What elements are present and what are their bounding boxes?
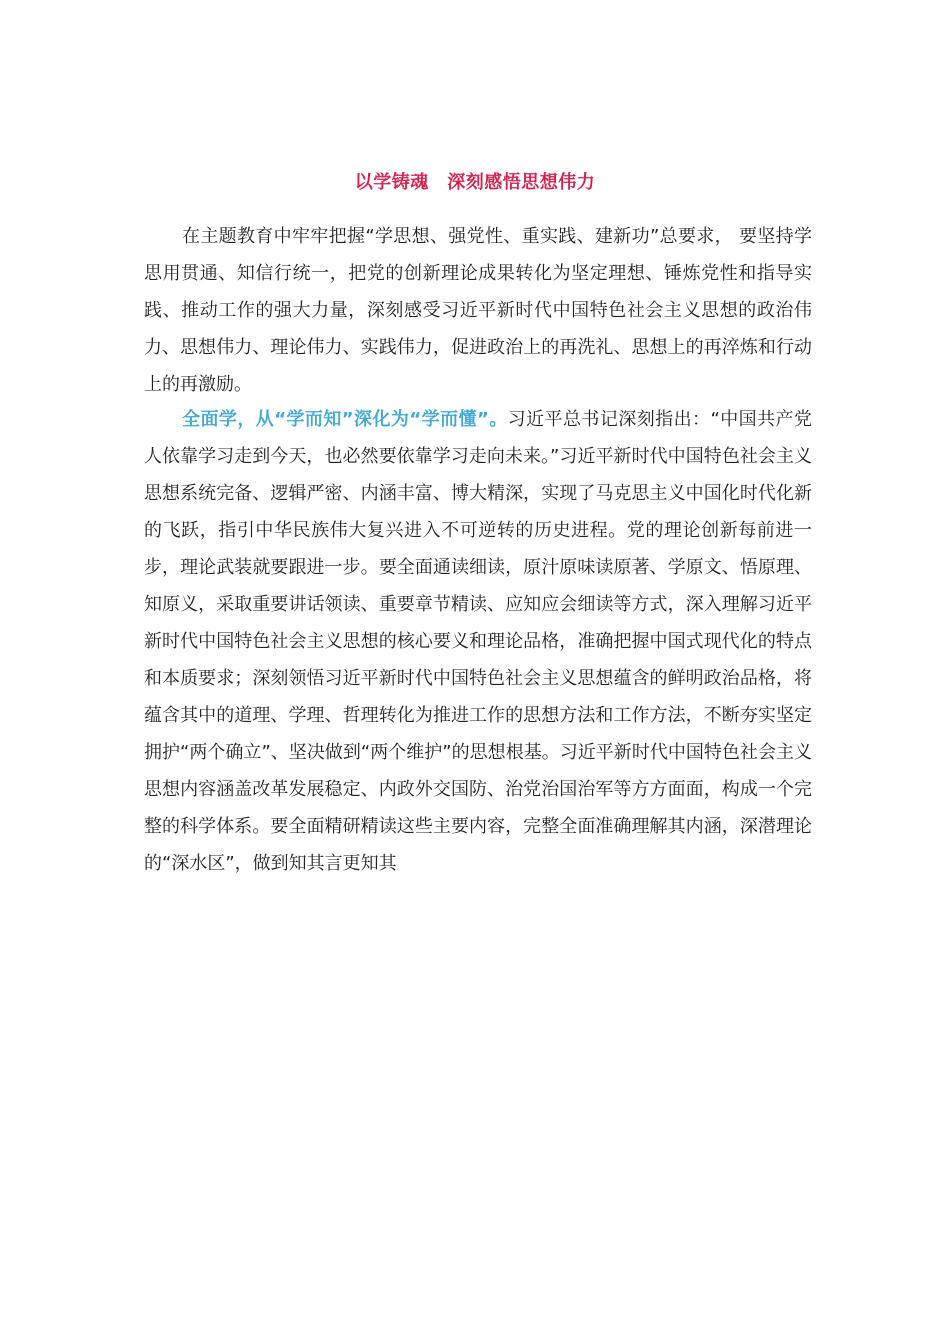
paragraph-2 [144,401,812,882]
paragraph-2-text: 习近平总书记深刻指出：“中国共产党人依靠学习走到今天，也必然要依靠学习走向未来。”习近平新时代中国特色社会主义思想系统完备、逻辑严密、内涵丰富、博大精深，实现了马克思主义中国化时代化新的飞跃，指引中华民族伟大复兴进入不可逆转的历史进程。党的理论创新每前进一步，理论武装就要跟进一步。要全面通读细读，原汁原味读原著、学原文、悟原理、知原义，采取重要讲话领读、重要章节精读、应知应会细读等方式，深入理解习近平新时代中国特色社会主义思想的核心要义和理论品格，准确把握中国式现代化的特点和本质要求；深刻领悟习近平新时代中国特色社会主义思想蕴含的鲜明政治品格，将蕴含其中的道理、学理、哲理转化为推进工作的思想方法和工作方法，不断夯实坚定拥护“两个确立”、坚决做到“两个维护”的思想根基。习近平新时代中国特色社会主义思想内容涵盖改革发展稳定、内政外交国防、治党治国治军等方方面面，构成一个完整的科学体系。要全面精研精读这些主要内容，完整全面准确理解其内涵，深潜理论的“深水区”，做到知其言更知其 [144,409,812,874]
paragraph-2-lead-heading: 全面学，从“学而知”深化为“学而懂”。 [182,409,508,430]
paragraph-1-text: 在主题教育中牢牢把握“学思想、强党性、重实践、建新功”总要求， 要坚持学思用贯通、知信行统一，把党的创新理论成果转化为坚定理想、锤炼党性和指导实践、推动工作的强大力量，深刻感受习近平新时代中国特色社会主义思想的政治伟力、思想伟力、理论伟力、实践伟力，促进政治上的再洗礼、思想上的再淬炼和行动上的再激励。 [144,226,812,395]
paragraph-1 [144,218,812,403]
document-title: 以学铸魂 深刻感悟思想伟力 [354,172,596,193]
